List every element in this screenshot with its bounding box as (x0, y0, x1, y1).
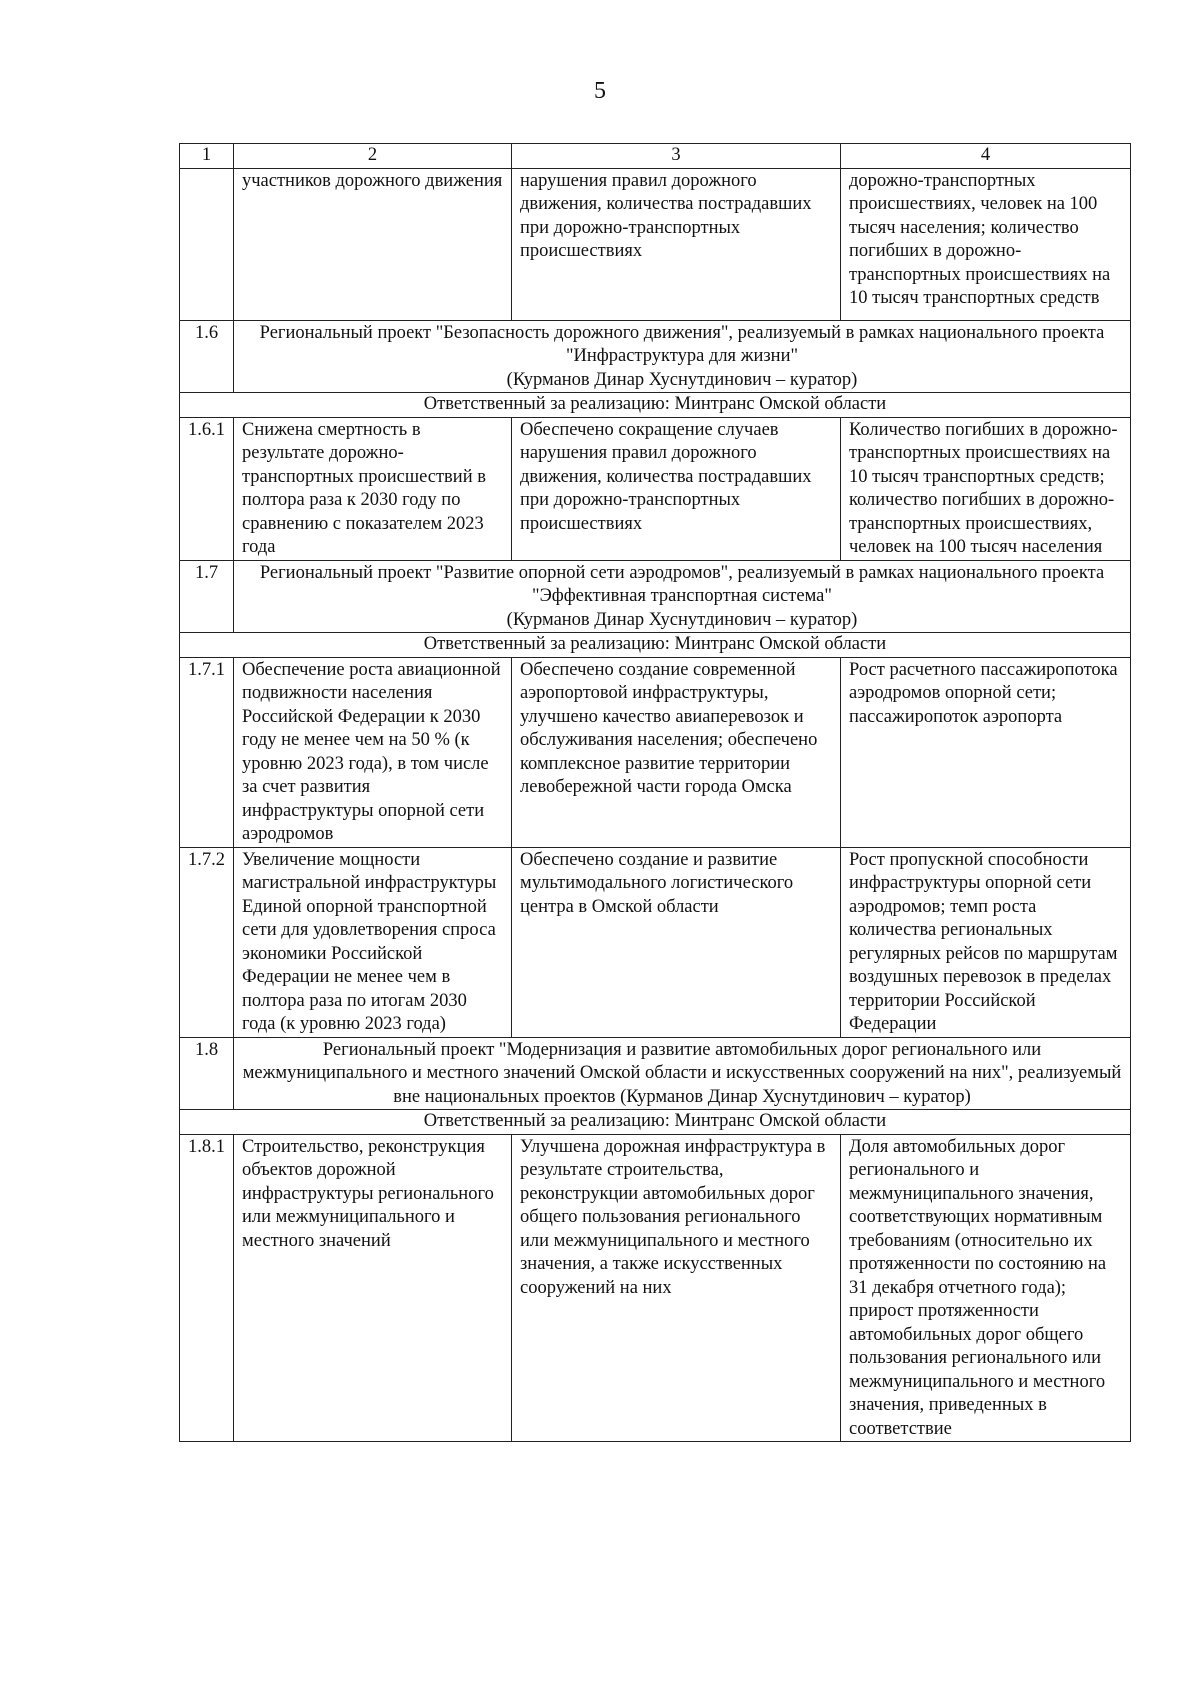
row-result: Улучшена дорожная инфраструктура в результате строительства, реконструкции автомобильных дорог общего пользования регионального или межмуниципального и местного значения, а также искусственных сооружений на них (512, 1134, 841, 1442)
section-title-cell (234, 560, 1131, 633)
table-row (180, 847, 1131, 1037)
row-indicator: Количество погибших в дорожно-транспортных происшествиях на 10 тысяч транспортных средств; количество погибших в дорожно-транспортных происшествиях, человек на 100 тысяч населения (841, 417, 1131, 560)
indicators-table (179, 143, 1131, 1442)
header-col-2: 2 (234, 144, 512, 169)
section-number: 1.6 (180, 320, 234, 393)
row-goal: Увеличение мощности магистральной инфраструктуры Единой опорной транспортной сети для удовлетворения спроса экономики Российской Федерации не менее чем в полтора раза по итогам 2030 года (к уровню 2023 года) (234, 847, 512, 1037)
table-row (180, 657, 1131, 847)
header-col-1: 1 (180, 144, 234, 169)
table-row (180, 168, 1131, 320)
header-col-3: 3 (512, 144, 841, 169)
section-title: Региональный проект "Модернизация и развитие автомобильных дорог регионального или межмуниципального и местного значений Омской области и искусственных сооружений на них", реализуемый вне национальных проектов (242, 1039, 1122, 1107)
row-goal: Снижена смертность в результате дорожно-транспортных происшествий в полтора раза к 2030 году по сравнению с показателем 2023 года (234, 417, 512, 560)
section-row (180, 560, 1131, 633)
responsible-text: Ответственный за реализацию: Минтранс Омской области (180, 393, 1131, 418)
section-title-cell (234, 320, 1131, 393)
header-col-4: 4 (841, 144, 1131, 169)
row-indicator: дорожно-транспортных происшествиях, человек на 100 тысяч населения; количество погибших в дорожно-транспортных происшествиях на 10 тысяч транспортных средств (841, 168, 1131, 320)
section-title-cell (234, 1037, 1131, 1110)
row-goal: Обеспечение роста авиационной подвижности населения Российской Федерации к 2030 году не менее чем на 50 % (к уровню 2023 года), в том числе за счет развития инфраструктуры опорной сети аэродромов (234, 657, 512, 847)
section-title: Региональный проект "Безопасность дорожного движения", реализуемый в рамках национального проекта "Инфраструктура для жизни" (259, 322, 1105, 366)
section-row (180, 320, 1131, 393)
row-goal: Строительство, реконструкция объектов дорожной инфраструктуры регионального или межмуниципального и местного значений (234, 1134, 512, 1442)
page-number: 5 (594, 78, 606, 104)
section-number: 1.7 (180, 560, 234, 633)
row-number: 1.7.1 (180, 657, 234, 847)
row-result: Обеспечено создание и развитие мультимодального логистического центра в Омской области (512, 847, 841, 1037)
responsible-row (180, 633, 1131, 658)
section-curator: (Курманов Динар Хуснутдинович – куратор) (506, 609, 858, 630)
table-row (180, 417, 1131, 560)
responsible-row (180, 393, 1131, 418)
section-number: 1.8 (180, 1037, 234, 1110)
responsible-row (180, 1110, 1131, 1135)
row-indicator: Рост расчетного пассажиропотока аэродромов опорной сети; пассажиропоток аэропорта (841, 657, 1131, 847)
section-row (180, 1037, 1131, 1110)
row-goal: участников дорожного движения (234, 168, 512, 320)
section-title: Региональный проект "Развитие опорной сети аэродромов", реализуемый в рамках национального проекта "Эффективная транспортная система" (259, 562, 1105, 606)
row-result: Обеспечено сокращение случаев нарушения правил дорожного движения, количества пострадавших при дорожно-транспортных происшествиях (512, 417, 841, 560)
section-curator: (Курманов Динар Хуснутдинович – куратор) (506, 369, 858, 390)
row-number: 1.8.1 (180, 1134, 234, 1442)
row-number: 1.7.2 (180, 847, 234, 1037)
responsible-text: Ответственный за реализацию: Минтранс Омской области (180, 1110, 1131, 1135)
table-header-row (180, 144, 1131, 169)
row-indicator: Рост пропускной способности инфраструктуры опорной сети аэродромов; темп роста количества региональных регулярных рейсов по маршрутам воздушных перевозок в пределах территории Российской Федерации (841, 847, 1131, 1037)
row-indicator: Доля автомобильных дорог регионального и межмуниципального значения, соответствующих нормативным требованиям (относительно их протяженности по состоянию на 31 декабря отчетного года); прирост протяженности автомобильных дорог общего пользования регионального или межмуниципального и местного значения, приведенных в соответствие (841, 1134, 1131, 1442)
responsible-text: Ответственный за реализацию: Минтранс Омской области (180, 633, 1131, 658)
section-curator: (Курманов Динар Хуснутдинович – куратор) (620, 1086, 971, 1107)
row-result: Обеспечено создание современной аэропортовой инфраструктуры, улучшено качество авиаперевозок и обслуживания населения; обеспечено комплексное развитие территории левобережной части города Омска (512, 657, 841, 847)
row-number (180, 168, 234, 320)
row-result: нарушения правил дорожного движения, количества пострадавших при дорожно-транспортных происшествиях (512, 168, 841, 320)
table-row (180, 1134, 1131, 1442)
row-number: 1.6.1 (180, 417, 234, 560)
